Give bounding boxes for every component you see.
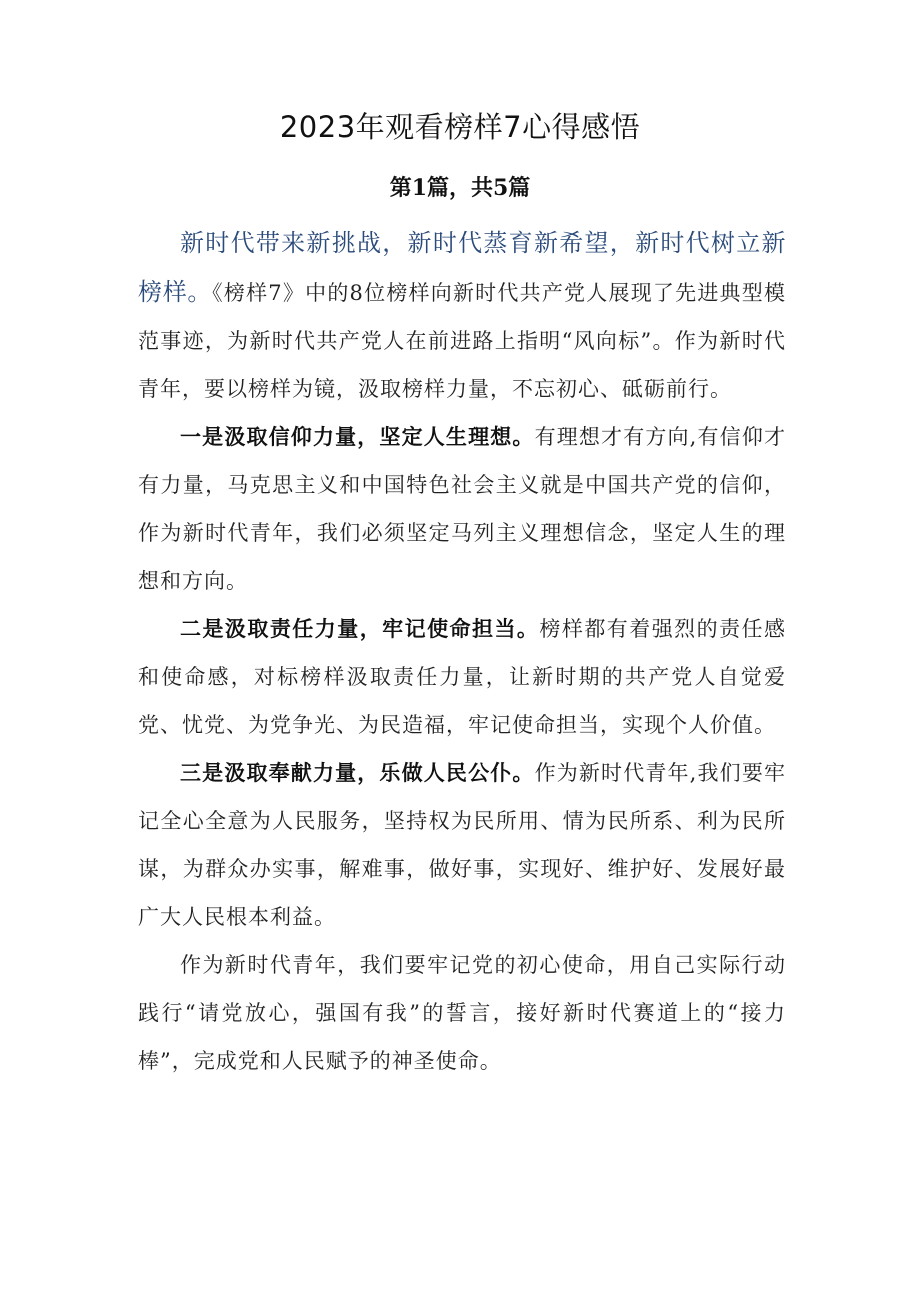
point-3-text: 作为新时代青年,我们要牢记全心全意为人民服务，坚持权为民所用、情为民所系、利为民所谋，为群众办实事，解难事，做好事，实现好、维护好、发展好最广大人民根本利益。 <box>138 761 786 929</box>
intro-lead: 新时代带来新挑战，新时代蒸育新希望，新时代树立新榜样。 <box>138 229 786 306</box>
paragraph-point-3 <box>138 749 786 941</box>
point-2-text: 榜样都有着强烈的责任感和使命感，对标榜样汲取责任力量，让新时期的共产党人自觉爱党、忧党、为党争光、为民造福，牢记使命担当，实现个人价值。 <box>138 617 787 737</box>
conclusion-text: 作为新时代青年，我们要牢记党的初心使命，用自己实际行动践行“请党放心，强国有我”的誓言，接好新时代赛道上的“接力棒”，完成党和人民赋予的神圣使命。 <box>138 953 786 1073</box>
point-1-heading: 一是汲取信仰力量，坚定人生理想。 <box>180 424 535 449</box>
point-3-heading: 三是汲取奉献力量，乐做人民公仆。 <box>180 760 535 785</box>
paragraph-intro <box>138 219 786 413</box>
intro-text: 《榜样7》中的8位榜样向新时代共产党人展现了先进典型模范事迹，为新时代共产党人在前进路上指明“风向标”。作为新时代青年，要以榜样为镜，汲取榜样力量，不忘初心、砥砺前行。 <box>138 281 786 401</box>
point-2-heading: 二是汲取责任力量，牢记使命担当。 <box>180 616 540 641</box>
paragraph-point-2 <box>138 605 786 749</box>
document-subtitle: 第1篇，共5篇 <box>389 175 531 201</box>
point-1-text: 有理想才有方向,有信仰才有力量，马克思主义和中国特色社会主义就是中国共产党的信仰，作为新时代青年，我们必须坚定马列主义理想信念，坚定人生的理想和方向。 <box>138 425 786 593</box>
document-title: 2023年观看榜样7心得感悟 <box>279 110 641 144</box>
paragraph-point-1 <box>138 413 786 605</box>
document-body <box>138 219 786 1085</box>
paragraph-conclusion <box>138 941 786 1085</box>
